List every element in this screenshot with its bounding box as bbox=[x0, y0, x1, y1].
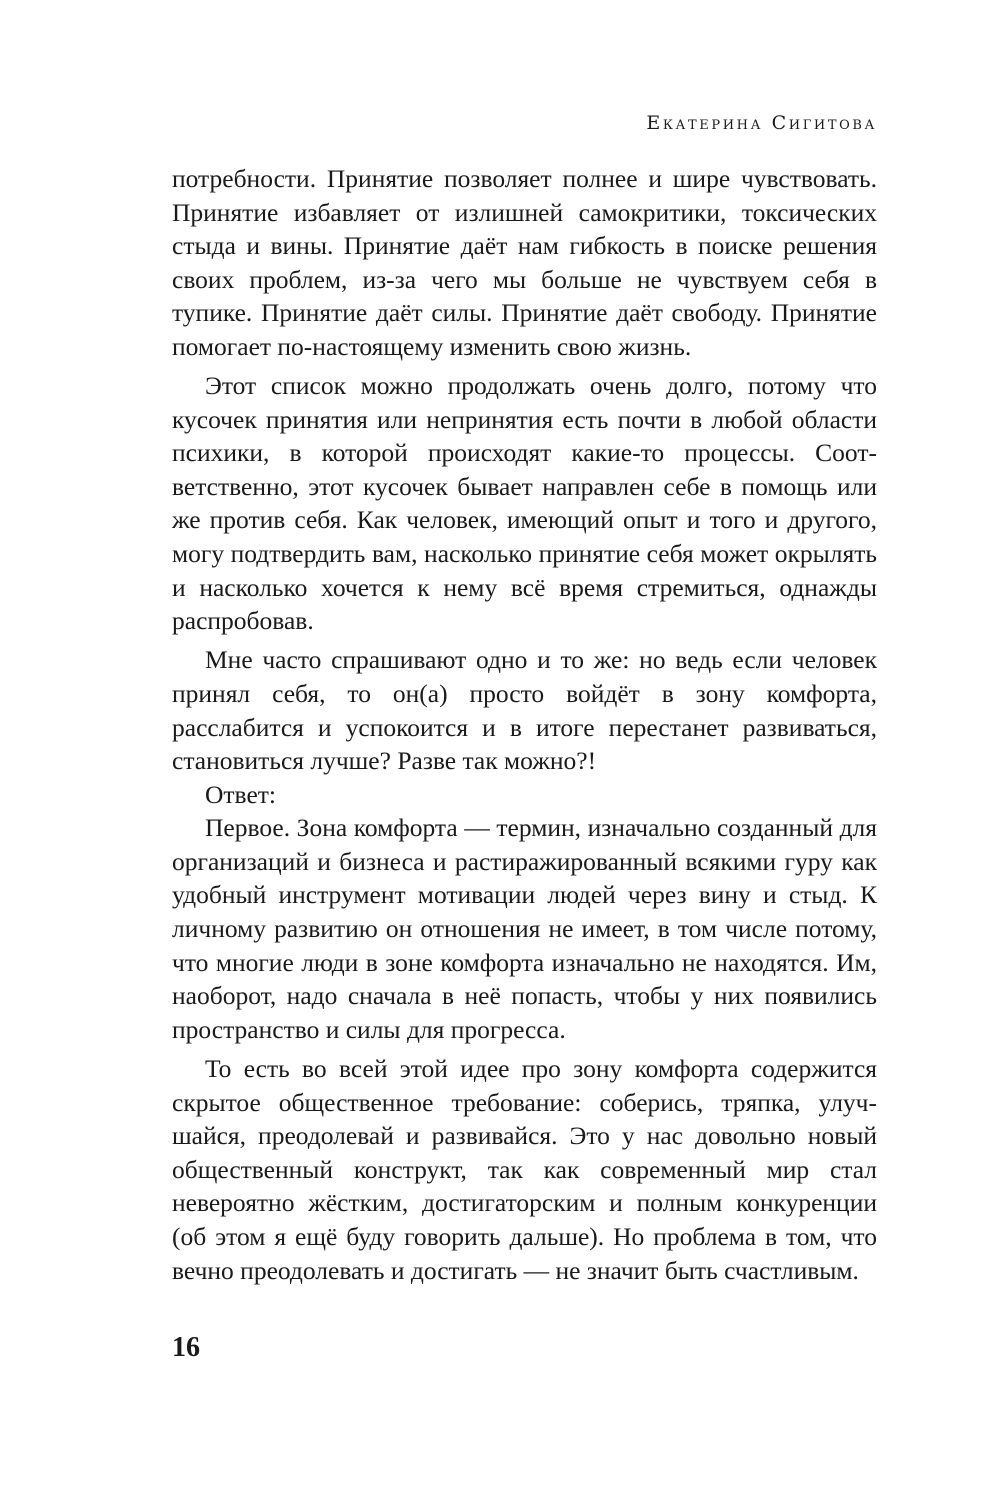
paragraph: Мне часто спрашивают одно и то же: но ведь если человек принял себя, то он(а) просто войдёт в зону комфорта, расслабится и успокоится и в итоге перестанет развиваться, становиться лучше? Разве так можно?! bbox=[172, 645, 877, 776]
running-head-author: Екатерина Сигитова bbox=[646, 112, 877, 134]
paragraph: Первое. Зона комфорта — термин, изначально созданный для организаций и бизнеса и растиражированный всякими гуру как удобный инструмент мотивации людей через вину и стыд. К личному развитию он отношения не имеет, в том числе потому, что многие люди в зоне комфорта изначально не находятся. Им, наоборот, надо сначала в неё попасть, чтобы у них появились пространство и силы для прогресса. bbox=[172, 813, 877, 1044]
paragraph: потребности. Принятие позволяет полнее и шире чувствовать. Принятие избавляет от излишней самокритики, токсических стыда и вины. Принятие даёт нам гибкость в поиске решения своих проблем, из-за чего мы больше не чувствуем себя в тупике. Принятие даёт силы. Принятие даёт свободу. Принятие помогает по-настоящему изменить свою жизнь. bbox=[172, 164, 877, 361]
paragraph: Ответ: bbox=[205, 779, 276, 809]
paragraph: Этот список можно продолжать очень долго, потому что кусочек принятия или непринятия есть почти в любой области психики, в которой происходят какие-то процессы. Соответственно, этот кусочек бывает направлен себе в помощь или же против себя. Как человек, имеющий опыт и того и другого, могу подтвердить вам, насколько принятие себя может окрылять и насколько хочется к нему всё время стремиться, однажды распробовав. bbox=[172, 371, 877, 636]
body-text bbox=[172, 162, 877, 1293]
paragraph: То есть во всей этой идее про зону комфорта содержится скрытое общественное требование: соберись, тряпка, улучшайся, преодолевай и развивайся. Это у нас довольно новый общественный конструкт, так как современный мир стал невероятно жёстким, достигаторским и полным конкуренции (об этом я ещё буду говорить дальше). Но проблема в том, что вечно преодолевать и достигать — не значит быть счастливым. bbox=[172, 1053, 877, 1285]
page-number: 16 bbox=[172, 1332, 200, 1363]
